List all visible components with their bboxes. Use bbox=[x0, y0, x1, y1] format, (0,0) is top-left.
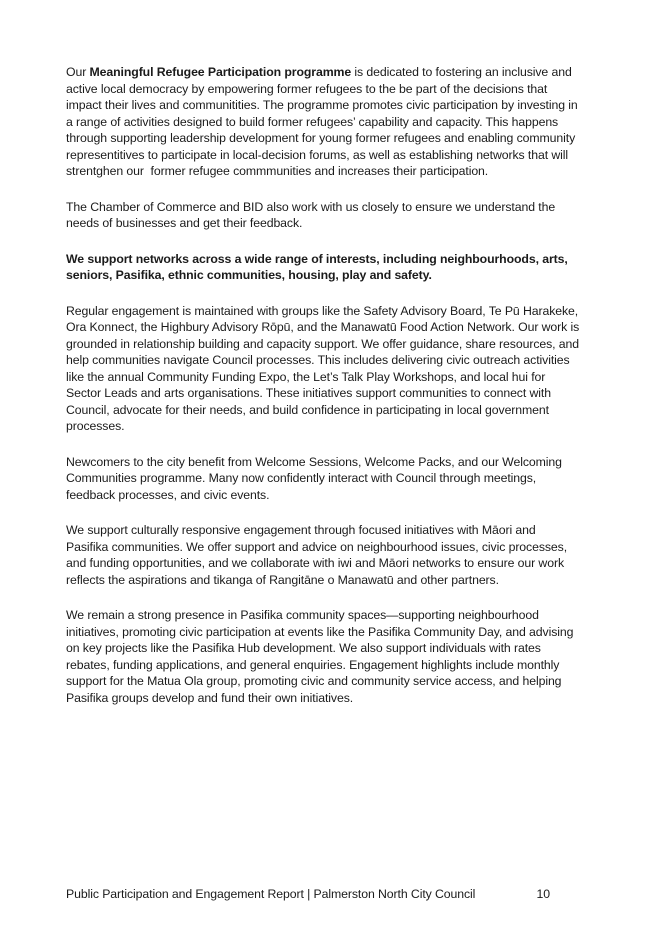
footer-title: Public Participation and Engagement Report | Palmerston North City Council bbox=[66, 887, 476, 901]
bold-text-run: We support networks across a wide range of interests, including neighbourhoods, arts, seniors, Pasifika, ethnic communities, housing, play and safety. bbox=[66, 251, 572, 282]
text-run: The Chamber of Commerce and BID also work with us closely to ensure we understand the needs of businesses and get their feedback. bbox=[66, 199, 559, 230]
page-footer bbox=[66, 886, 580, 903]
paragraph bbox=[66, 522, 580, 588]
paragraph bbox=[66, 251, 580, 284]
paragraph bbox=[66, 199, 580, 232]
document-body bbox=[66, 64, 583, 725]
paragraph bbox=[66, 64, 580, 180]
text-run: Our bbox=[66, 65, 90, 79]
text-run: Newcomers to the city benefit from Welcome Sessions, Welcome Packs, and our Welcoming Communities programme. Many now confidently interact with Council through meetings, feedback processes, and civic events. bbox=[66, 454, 566, 502]
text-run: Regular engagement is maintained with groups like the Safety Advisory Board, Te Pū Harakeke, Ora Konnect, the Highbury Advisory Rōpū, and the Manawatū Food Action Network. Our work is grounded in relationship building and capacity support. We offer guidance, share resources, and help communities navigate Council processes. This includes delivering civic outreach activities like the annual Community Funding Expo, the Let’s Talk Play Workshops, and local hui for Sector Leads and arts organisations. These initiatives support communities to connect with Council, advocate for their needs, and build confidence in participating in local government processes. bbox=[66, 303, 583, 433]
page-number: 10 bbox=[536, 887, 550, 901]
text-run: We remain a strong presence in Pasifika community spaces—supporting neighbourhood initiatives, promoting civic participation at events like the Pasifika Community Day, and advising on key projects like the Pasifika Hub development. We also support individuals with rates rebates, funding applications, and general enquiries. Engagement highlights include monthly support for the Matua Ola group, promoting civic and community service access, and helping Pasifika groups develop and fund their own initiatives. bbox=[66, 608, 577, 705]
text-run: is dedicated to fostering an inclusive and active local democracy by empowering former refugees to the be part of the decisions that impact their lives and communitities. The programme promotes civic participation by investing in a range of activities designed to build former refugees’ capability and capacity. This happens through supporting leadership development for young former refugees and enabling community representitives to participate in local-decision forums, as well as establishing networks that will strentghen our former refugee commmunities and increases their participation. bbox=[66, 65, 581, 178]
text-run: We support culturally responsive engagement through focused initiatives with Māori and Pasifika communities. We offer support and advice on neighbourhood issues, civic processes, and funding opportunities, and we collaborate with iwi and Māori networks to ensure our work reflects the aspirations and tikanga of Rangitāne o Manawatū and other partners. bbox=[66, 523, 571, 587]
paragraph bbox=[66, 607, 580, 706]
paragraph bbox=[66, 454, 580, 504]
bold-text-run: Meaningful Refugee Participation programme bbox=[89, 65, 352, 79]
paragraph bbox=[66, 303, 583, 435]
